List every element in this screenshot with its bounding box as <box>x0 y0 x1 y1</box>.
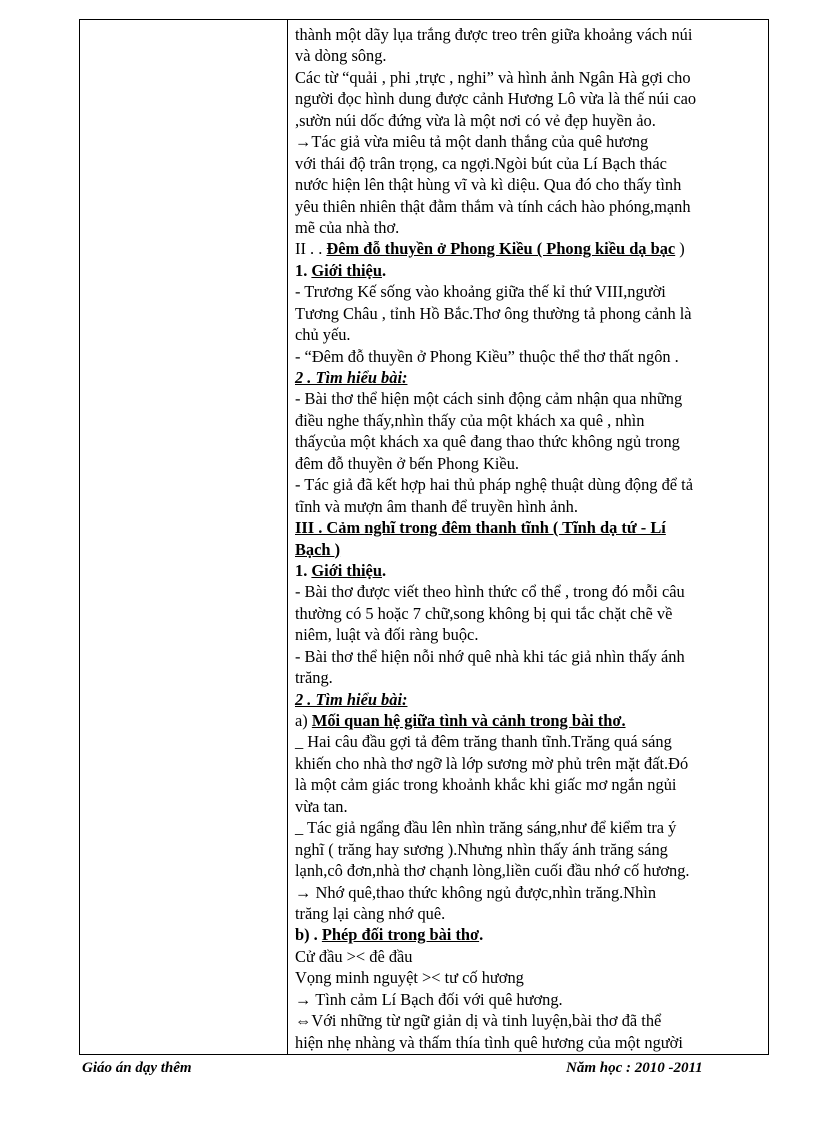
text-line <box>295 946 760 967</box>
footer-right: Năm học : 2010 -2011 <box>566 1060 703 1076</box>
text-line <box>295 882 760 903</box>
text-line <box>295 496 760 517</box>
text-line <box>295 774 760 795</box>
text-segment: Giới thiệu <box>311 560 382 580</box>
text-line <box>295 431 760 452</box>
text-segment: ,sườn núi dốc đứng vừa là một nơi có vẻ đẹp huyền ảo. <box>295 110 656 130</box>
text-line <box>295 174 760 195</box>
text-segment: 2 . Tìm hiểu bài: <box>295 689 408 709</box>
text-line <box>295 903 760 924</box>
text-segment: III . Cảm nghĩ trong đêm thanh tĩnh ( Tĩnh dạ tứ - Lí <box>295 518 666 538</box>
text-segment: Tương Châu , tỉnh Hồ Bắc.Thơ ông thường tả phong cảnh là <box>295 303 692 323</box>
text-segment: người đọc hình dung được cảnh Hương Lô vừa là thế núi cao <box>295 89 697 109</box>
text-line <box>295 817 760 838</box>
text-line <box>295 324 760 345</box>
text-segment: Đêm đỗ thuyền ở Phong Kiều ( Phong kiều dạ bạc <box>326 239 676 259</box>
text-segment: lạnh,cô đơn,nhà thơ chạnh lòng,liền cuối đầu nhớ cố hương. <box>295 861 690 881</box>
text-segment: và dòng sông. <box>295 46 387 66</box>
text-line <box>295 860 760 881</box>
text-line <box>295 539 760 560</box>
text-segment: vừa tan. <box>295 796 348 816</box>
text-segment: khiến cho nhà thơ ngỡ là lớp sương mờ phủ trên mặt đất.Đó <box>295 753 689 773</box>
text-line <box>295 731 760 752</box>
content-column <box>289 20 768 1054</box>
text-segment: Mối quan hệ giữa tình và cảnh trong bài thơ. <box>311 711 626 730</box>
footer-left: Giáo án dạy thêm <box>82 1060 192 1076</box>
text-segment: tĩnh và mượn âm thanh để truyền hình ảnh. <box>295 496 578 516</box>
text-segment: - Trương Kế sống vào khoảng giữa thế kỉ thứ VIII,người <box>295 282 666 302</box>
text-line <box>295 989 760 1010</box>
text-line <box>295 753 760 774</box>
text-segment: - Bài thơ được viết theo hình thức cổ thể , trong đó mỗi câu <box>295 582 685 602</box>
text-segment: - Bài thơ thể hiện nỗi nhớ quê nhà khi tác giả nhìn thấy ánh <box>295 646 685 666</box>
text-line <box>295 410 760 431</box>
text-segment: _ Hai câu đầu gợi tả đêm trăng thanh tĩnh.Trăng quá sáng <box>295 732 672 752</box>
text-segment: trăng. <box>295 668 333 688</box>
text-line <box>295 153 760 174</box>
text-line <box>295 710 760 731</box>
text-line <box>295 453 760 474</box>
text-segment: chủ yếu. <box>295 325 351 345</box>
text-line <box>295 624 760 645</box>
text-segment: thấycủa một khách xa quê đang thao thức không ngủ trong <box>295 432 680 452</box>
text-line <box>295 924 760 945</box>
text-line <box>295 796 760 817</box>
text-segment: với thái độ trân trọng, ca ngợi.Ngòi bút của Lí Bạch thác <box>295 153 667 173</box>
text-segment: Giới thiệu <box>311 260 382 280</box>
text-segment: đêm đỗ thuyền ở bến Phong Kiều. <box>295 453 519 473</box>
text-line <box>295 346 760 367</box>
text-segment: - “Đêm đỗ thuyền ở Phong Kiều” thuộc thể thơ thất ngôn . <box>295 346 679 366</box>
text-line <box>295 88 760 109</box>
text-segment: 1. <box>295 560 312 580</box>
text-segment: → Tình cảm Lí Bạch đối với quê hương. <box>295 989 563 1009</box>
text-segment: thường có 5 hoặc 7 chữ,song không bị qui tắc chặt chẽ về <box>295 603 673 623</box>
text-line <box>295 24 760 45</box>
text-segment: trăng lại càng nhớ quê. <box>295 903 446 923</box>
document-table <box>79 19 769 1055</box>
text-line <box>295 1010 760 1031</box>
text-segment: . <box>479 925 484 945</box>
text-segment: 2 . Tìm hiểu bài: <box>295 368 408 387</box>
text-line <box>295 131 760 152</box>
text-segment: . <box>381 260 387 280</box>
text-segment: yêu thiên nhiên thật đằm thắm và tính cách hào phóng,mạnh <box>295 196 691 216</box>
text-segment: →Tác giả vừa miêu tả một danh thắng của quê hương <box>295 132 649 152</box>
text-line <box>295 260 760 281</box>
text-segment: ⇔Với những từ ngữ giản dị và tinh luyện,bài thơ đã thể <box>295 1011 662 1031</box>
text-line <box>295 388 760 409</box>
text-segment: thành một dãy lụa trắng được treo trên giữa khoảng vách núi <box>295 25 693 44</box>
text-line <box>295 67 760 88</box>
text-line <box>295 517 760 538</box>
text-segment: → Nhớ quê,thao thức không ngủ được,nhìn trăng.Nhìn <box>295 882 657 902</box>
text-segment: Cử đầu >< đê đầu <box>295 946 413 966</box>
text-line <box>295 110 760 131</box>
text-segment: niêm, luật và đối ràng buộc. <box>295 625 479 645</box>
text-segment: Phép đối trong bài thơ <box>321 925 480 945</box>
text-segment: b) . <box>295 925 322 945</box>
text-line <box>295 689 760 710</box>
text-line <box>295 667 760 688</box>
text-segment: mẽ của nhà thơ. <box>295 217 400 237</box>
text-line <box>295 303 760 324</box>
text-line <box>295 196 760 217</box>
text-line <box>295 281 760 302</box>
text-line <box>295 217 760 238</box>
text-segment: Vọng minh nguyệt >< tư cố hương <box>295 968 524 988</box>
text-segment: là một cảm giác trong khoảnh khắc khi giấc mơ ngắn ngủi <box>295 775 677 795</box>
text-line <box>295 581 760 602</box>
text-line <box>295 967 760 988</box>
text-segment: II . . <box>295 239 327 259</box>
text-line <box>295 238 760 259</box>
text-segment: _ Tác giả ngẩng đầu lên nhìn trăng sáng,như để kiểm tra ý <box>295 818 677 838</box>
text-segment: hiện nhẹ nhàng và thấm thía tình quê hương của một người <box>295 1032 683 1052</box>
text-segment: ) <box>675 239 685 259</box>
text-segment: Bạch ) <box>295 539 341 559</box>
text-segment: - Tác giả đã kết hợp hai thủ pháp nghệ thuật dùng động để tả <box>295 475 693 495</box>
text-segment: 1. <box>295 260 312 280</box>
text-line <box>295 1032 760 1053</box>
text-line <box>295 603 760 624</box>
text-line <box>295 367 760 388</box>
left-column <box>80 20 288 1054</box>
text-line <box>295 474 760 495</box>
text-segment: a) <box>295 711 312 730</box>
text-line <box>295 560 760 581</box>
text-line <box>295 646 760 667</box>
text-segment: nghĩ ( trăng hay sương ).Nhưng nhìn thấy ánh trăng sáng <box>295 839 668 859</box>
text-segment: điều nghe thấy,nhìn thấy của một khách xa quê , nhìn <box>295 410 645 430</box>
text-segment: . <box>381 560 387 580</box>
text-segment: nước hiện lên thật hùng vĩ và kì diệu. Qua đó cho thấy tình <box>295 175 682 195</box>
text-segment: Các từ “quải , phi ,trực , nghi” và hình ảnh Ngân Hà gợi cho <box>295 67 691 87</box>
text-segment: - Bài thơ thể hiện một cách sinh động cảm nhận qua những <box>295 389 683 409</box>
text-line <box>295 45 760 66</box>
text-line <box>295 839 760 860</box>
